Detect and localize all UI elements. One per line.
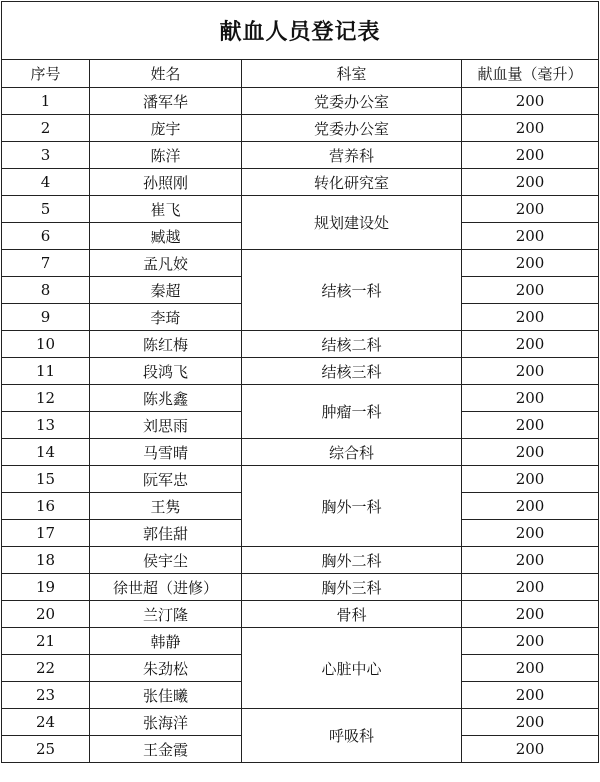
cell-dept: 党委办公室 xyxy=(242,88,462,115)
cell-dept: 转化研究室 xyxy=(242,169,462,196)
header-dept: 科室 xyxy=(242,60,462,88)
cell-amount: 200 xyxy=(462,655,599,682)
cell-no: 24 xyxy=(2,709,90,736)
cell-dept: 胸外一科 xyxy=(242,466,462,547)
cell-name: 张海洋 xyxy=(90,709,242,736)
cell-dept: 规划建设处 xyxy=(242,196,462,250)
cell-amount: 200 xyxy=(462,88,599,115)
table-row xyxy=(2,196,599,223)
cell-no: 21 xyxy=(2,628,90,655)
cell-amount: 200 xyxy=(462,358,599,385)
cell-dept: 心脏中心 xyxy=(242,628,462,709)
cell-amount: 200 xyxy=(462,412,599,439)
cell-amount: 200 xyxy=(462,196,599,223)
table-row xyxy=(2,331,599,358)
table-row xyxy=(2,466,599,493)
cell-name: 阮军忠 xyxy=(90,466,242,493)
cell-amount: 200 xyxy=(462,628,599,655)
cell-name: 张佳曦 xyxy=(90,682,242,709)
cell-name: 崔飞 xyxy=(90,196,242,223)
cell-dept: 党委办公室 xyxy=(242,115,462,142)
cell-no: 12 xyxy=(2,385,90,412)
cell-no: 2 xyxy=(2,115,90,142)
cell-amount: 200 xyxy=(462,304,599,331)
cell-amount: 200 xyxy=(462,520,599,547)
table-title: 献血人员登记表 xyxy=(2,2,599,60)
cell-no: 18 xyxy=(2,547,90,574)
cell-dept: 骨科 xyxy=(242,601,462,628)
cell-amount: 200 xyxy=(462,439,599,466)
cell-no: 1 xyxy=(2,88,90,115)
table-row xyxy=(2,628,599,655)
cell-amount: 200 xyxy=(462,736,599,763)
cell-no: 7 xyxy=(2,250,90,277)
cell-amount: 200 xyxy=(462,277,599,304)
cell-name: 徐世超（进修） xyxy=(90,574,242,601)
cell-no: 22 xyxy=(2,655,90,682)
cell-dept: 胸外三科 xyxy=(242,574,462,601)
cell-name: 陈洋 xyxy=(90,142,242,169)
cell-amount: 200 xyxy=(462,709,599,736)
cell-amount: 200 xyxy=(462,250,599,277)
cell-no: 17 xyxy=(2,520,90,547)
cell-no: 20 xyxy=(2,601,90,628)
cell-name: 陈红梅 xyxy=(90,331,242,358)
cell-no: 14 xyxy=(2,439,90,466)
cell-amount: 200 xyxy=(462,547,599,574)
table-row xyxy=(2,250,599,277)
cell-name: 朱劲松 xyxy=(90,655,242,682)
cell-name: 王金霞 xyxy=(90,736,242,763)
cell-dept: 肿瘤一科 xyxy=(242,385,462,439)
cell-dept: 综合科 xyxy=(242,439,462,466)
table-row xyxy=(2,169,599,196)
cell-amount: 200 xyxy=(462,385,599,412)
cell-amount: 200 xyxy=(462,601,599,628)
cell-amount: 200 xyxy=(462,223,599,250)
header-name: 姓名 xyxy=(90,60,242,88)
cell-amount: 200 xyxy=(462,115,599,142)
cell-no: 9 xyxy=(2,304,90,331)
donor-table xyxy=(1,1,599,763)
cell-no: 3 xyxy=(2,142,90,169)
cell-no: 16 xyxy=(2,493,90,520)
cell-name: 郭佳甜 xyxy=(90,520,242,547)
cell-name: 马雪晴 xyxy=(90,439,242,466)
cell-name: 段鸿飞 xyxy=(90,358,242,385)
cell-amount: 200 xyxy=(462,142,599,169)
table-row xyxy=(2,709,599,736)
cell-no: 13 xyxy=(2,412,90,439)
cell-no: 15 xyxy=(2,466,90,493)
cell-amount: 200 xyxy=(462,466,599,493)
header-amount: 献血量（毫升） xyxy=(462,60,599,88)
cell-name: 王隽 xyxy=(90,493,242,520)
cell-name: 庞宇 xyxy=(90,115,242,142)
cell-amount: 200 xyxy=(462,682,599,709)
cell-no: 4 xyxy=(2,169,90,196)
cell-no: 25 xyxy=(2,736,90,763)
cell-dept: 胸外二科 xyxy=(242,547,462,574)
table-row xyxy=(2,385,599,412)
header-no: 序号 xyxy=(2,60,90,88)
cell-dept: 呼吸科 xyxy=(242,709,462,763)
cell-no: 19 xyxy=(2,574,90,601)
table-row xyxy=(2,88,599,115)
table-row xyxy=(2,142,599,169)
cell-amount: 200 xyxy=(462,331,599,358)
cell-dept: 结核二科 xyxy=(242,331,462,358)
cell-amount: 200 xyxy=(462,574,599,601)
table-row xyxy=(2,574,599,601)
cell-name: 兰汀隆 xyxy=(90,601,242,628)
cell-name: 孙照刚 xyxy=(90,169,242,196)
cell-name: 韩静 xyxy=(90,628,242,655)
cell-name: 刘思雨 xyxy=(90,412,242,439)
cell-name: 孟凡姣 xyxy=(90,250,242,277)
table-row xyxy=(2,439,599,466)
cell-dept: 结核一科 xyxy=(242,250,462,331)
cell-no: 8 xyxy=(2,277,90,304)
table-row xyxy=(2,547,599,574)
cell-no: 5 xyxy=(2,196,90,223)
table-row xyxy=(2,358,599,385)
table-row xyxy=(2,601,599,628)
cell-name: 臧越 xyxy=(90,223,242,250)
cell-no: 10 xyxy=(2,331,90,358)
cell-dept: 营养科 xyxy=(242,142,462,169)
header-row xyxy=(2,60,599,88)
cell-name: 秦超 xyxy=(90,277,242,304)
cell-name: 陈兆鑫 xyxy=(90,385,242,412)
cell-amount: 200 xyxy=(462,493,599,520)
cell-no: 11 xyxy=(2,358,90,385)
cell-amount: 200 xyxy=(462,169,599,196)
cell-name: 李琦 xyxy=(90,304,242,331)
cell-no: 6 xyxy=(2,223,90,250)
cell-dept: 结核三科 xyxy=(242,358,462,385)
table-row xyxy=(2,115,599,142)
cell-name: 潘军华 xyxy=(90,88,242,115)
cell-no: 23 xyxy=(2,682,90,709)
cell-name: 侯宇尘 xyxy=(90,547,242,574)
